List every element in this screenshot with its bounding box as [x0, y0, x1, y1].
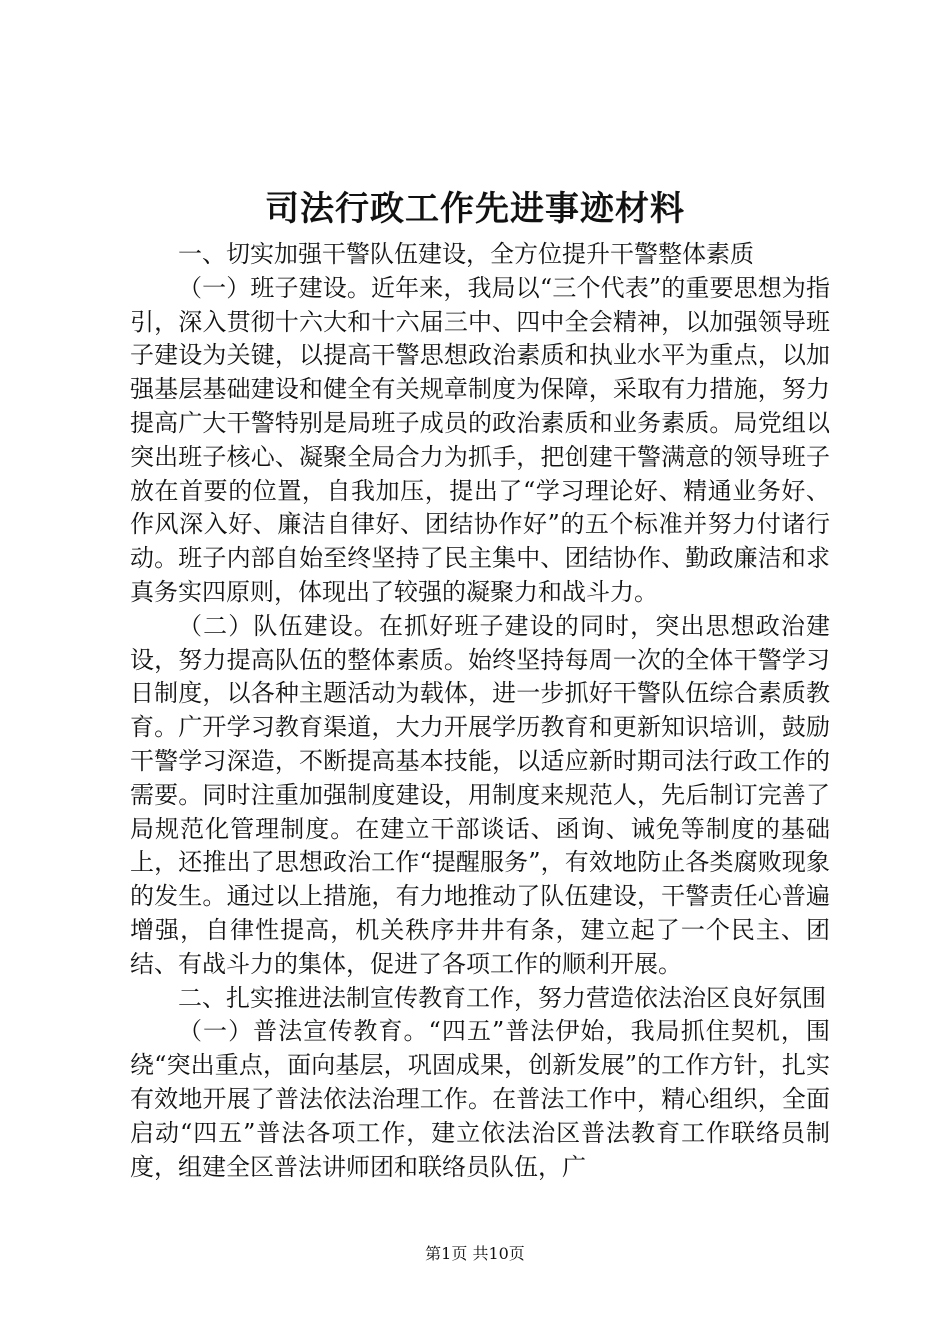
- section-heading-2: 二、扎实推进法制宣传教育工作，努力营造依法治区良好氛围: [178, 983, 826, 1012]
- document-title: 司法行政工作先进事迹材料: [265, 189, 685, 229]
- paragraph-legal-education: （一）普法宣传教育。“四五”普法伊始，我局抓住契机，围绕“突出重点，面向基层，巩固成果，创新发展”的工作方针，扎实有效地开展了普法依法治理工作。在普法工作中，精心组织，全面启动“四五”普法各项工作，建立依法治区普法教育工作联络员制度，组建全区普法讲师团和联络员队伍，广: [130, 1017, 830, 1181]
- paragraph-team: （二）队伍建设。在抓好班子建设的同时，突出思想政治建设，努力提高队伍的整体素质。始终坚持每周一次的全体干警学习日制度，以各种主题活动为载体，进一步抓好干警队伍综合素质教育。广开学习教育渠道，大力开展学历教育和更新知识培训，鼓励干警学习深造，不断提高基本技能，以适应新时期司法行政工作的需要。同时注重加强制度建设，用制度来规范人，先后制订完善了局规范化管理制度。在建立干部谈话、函询、诫免等制度的基础上，还推出了思想政治工作“提醒服务”，有效地防止各类腐败现象的发生。通过以上措施，有力地推动了队伍建设，干警责任心普遍增强，自律性提高，机关秩序井井有条，建立起了一个民主、团结、有战斗力的集体，促进了各项工作的顺利开展。: [130, 611, 830, 978]
- document-body: [130, 238, 830, 1184]
- paragraph-leadership: （一）班子建设。近年来，我局以“三个代表”的重要思想为指引，深入贯彻十六大和十六届三中、四中全会精神，以加强领导班子建设为关键，以提高干警思想政治素质和执业水平为重点，以加强基层基础建设和健全有关规章制度为保障，采取有力措施，努力提高广大干警特别是局班子成员的政治素质和业务素质。局党组以突出班子核心、凝聚全局合力为抓手，把创建干警满意的领导班子放在首要的位置，自我加压，提出了“学习理论好、精通业务好、作风深入好、廉洁自律好、团结协作好”的五个标准并努力付诸行动。班子内部自始至终坚持了民主集中、团结协作、勤政廉洁和求真务实四原则，体现出了较强的凝聚力和战斗力。: [130, 273, 830, 606]
- page-footer: 第1页 共10页: [425, 1244, 525, 1263]
- section-heading-1: 一、切实加强干警队伍建设，全方位提升干警整体素质: [178, 240, 754, 268]
